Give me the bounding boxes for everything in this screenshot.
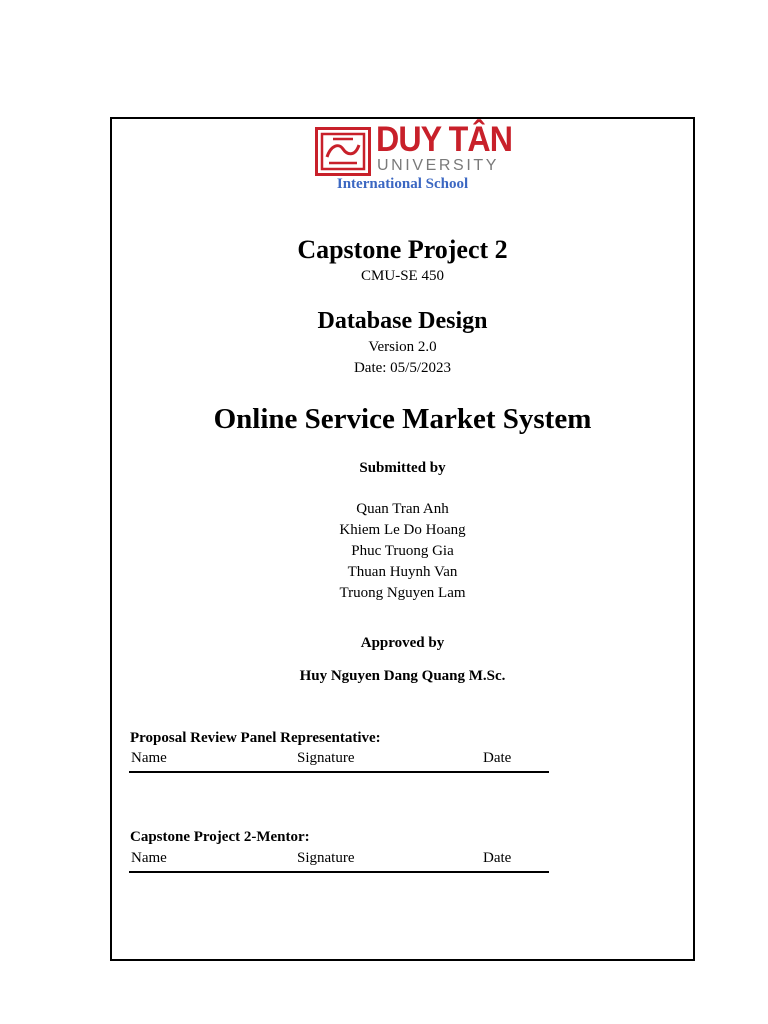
project-title: Capstone Project 2: [297, 235, 508, 264]
approved-by-label: Approved by: [360, 635, 445, 651]
signature-column-label: Signature: [297, 750, 355, 766]
approver-name: Huy Nguyen Dang Quang M.Sc.: [299, 668, 506, 684]
member-name: Quan Tran Anh: [356, 501, 449, 517]
signature-row: [129, 749, 549, 773]
date-column-label: Date: [483, 750, 512, 766]
course-code: CMU-SE 450: [361, 268, 444, 284]
signature-row: [129, 849, 549, 873]
signature-block-title: Proposal Review Panel Representative:: [130, 730, 381, 746]
member-name: Truong Nguyen Lam: [339, 585, 466, 601]
date-column-label: Date: [483, 850, 512, 866]
member-name: Phuc Truong Gia: [351, 543, 454, 559]
name-column-label: Name: [131, 750, 167, 766]
member-name: Khiem Le Do Hoang: [339, 522, 466, 538]
university-logo-icon: [315, 127, 371, 176]
submitted-by-label: Submitted by: [359, 460, 446, 476]
member-name: Thuan Huynh Van: [347, 564, 458, 580]
logo-wordmark: DUY TÂN: [376, 120, 513, 159]
document-date: Date: 05/5/2023: [353, 360, 452, 376]
member-list: [112, 499, 693, 604]
system-title: Online Service Market System: [213, 403, 592, 435]
school-name: International School: [336, 176, 469, 192]
logo-subtitle: UNIVERSITY: [377, 157, 500, 174]
name-column-label: Name: [131, 850, 167, 866]
signature-block-title: Capstone Project 2-Mentor:: [130, 829, 310, 845]
cover-page-frame: [110, 117, 695, 961]
signature-column-label: Signature: [297, 850, 355, 866]
document-title: Database Design: [317, 308, 488, 334]
document-version: Version 2.0: [368, 339, 437, 355]
